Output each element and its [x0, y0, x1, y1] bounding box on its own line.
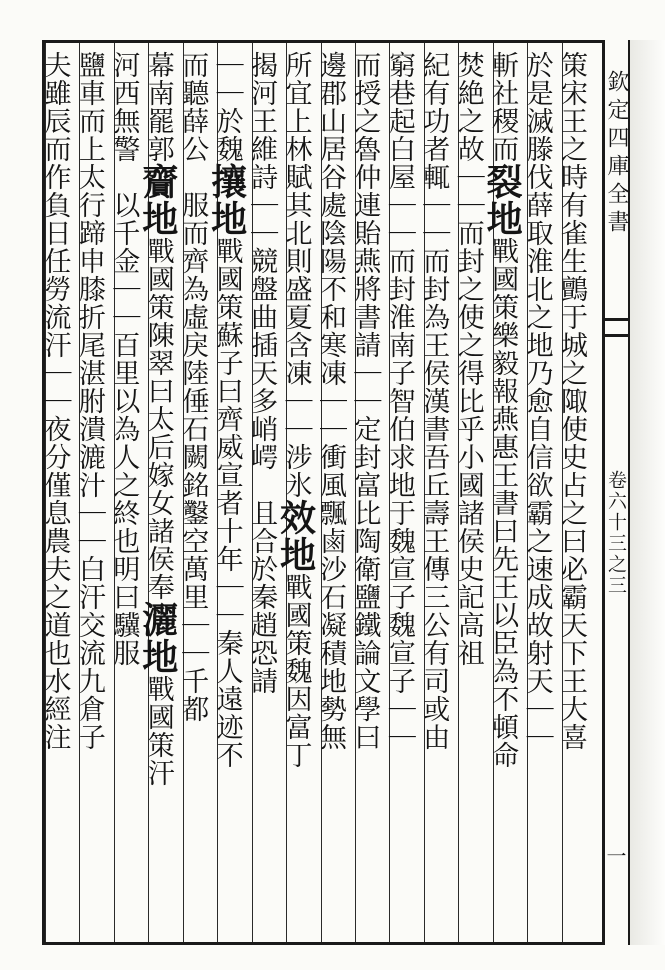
headword: 效地	[274, 499, 317, 573]
text-run: 策宋王之時有雀生鸇于城之陬使史占之曰必霸天下王大喜	[556, 51, 587, 751]
spine-divider	[602, 334, 630, 337]
column-text	[136, 43, 183, 941]
column-text	[481, 43, 528, 941]
text-run: 而授之魯仲連貽燕將書請｜｜定封富比陶衛鹽鐵論文學曰	[349, 51, 381, 751]
column-text	[521, 43, 562, 941]
headword: 灑地	[136, 601, 179, 675]
text-column	[383, 43, 423, 942]
column-text	[349, 43, 390, 941]
column-text	[177, 43, 218, 941]
column-text	[418, 43, 459, 941]
column-text	[39, 43, 80, 941]
text-column	[521, 43, 561, 942]
text-run: 戰國策樂毅報燕惠王書曰先王以臣為不頓命	[487, 237, 519, 769]
page-spine	[602, 40, 630, 945]
text-run: 揭河王維詩｜｜競盤曲插天多峭崿	[246, 51, 278, 471]
text-run: 服而齊為虛戾陸倕石闕銘鑿空萬里｜｜千都	[177, 191, 209, 723]
text-column	[452, 43, 492, 942]
headword: 齎地	[136, 163, 179, 237]
text-column	[177, 43, 217, 942]
text-column	[73, 43, 113, 942]
column-text	[556, 43, 597, 941]
text-column	[314, 43, 355, 942]
text-run: 戰國策陳翠曰太后嫁女諸侯奉	[142, 237, 174, 601]
text-run: 戰國策汗	[142, 675, 174, 787]
headword: 攘地	[205, 163, 248, 237]
headword: 裂地	[481, 163, 524, 237]
text-column	[418, 43, 458, 942]
text-run: 斬社稷而	[487, 51, 519, 163]
spine-divider	[602, 318, 630, 321]
text-column	[274, 43, 320, 942]
text-body	[39, 43, 596, 942]
text-column	[556, 43, 596, 942]
text-run: 幕南罷郭	[142, 51, 174, 163]
text-run: 所宜上林賦其北則盛夏含凍｜｜涉氷	[280, 51, 312, 499]
text-run: ｜｜於魏	[211, 51, 243, 163]
text-run: 於是滅滕伐薛取淮北之地乃愈自信欲霸之速成故射天｜｜	[521, 51, 553, 751]
column-text	[73, 43, 114, 941]
text-column	[39, 43, 79, 942]
text-run: 夫雖辰而作負日任勞流汗｜｜夜分僅息農夫之道也水經注	[39, 51, 71, 751]
text-column	[481, 43, 527, 942]
text-run: 河西無警	[108, 51, 140, 163]
text-run: 焚絶之故｜｜而封之使之得比乎小國諸侯史記高祖	[452, 51, 484, 667]
text-run: 鹽車而上太行蹄申膝折尾湛胕潰漉汁｜｜白汗交流九倉子	[73, 51, 105, 751]
column-text	[205, 43, 252, 941]
text-column	[108, 43, 148, 942]
spine-mark: 一	[606, 844, 627, 868]
chapter-label: 卷六十三之三	[605, 470, 627, 596]
text-column	[349, 43, 389, 942]
text-run: 窮巷起白屋｜｜而封淮南子智伯求地于魏宣子魏宣子｜｜	[383, 51, 415, 751]
column-text	[246, 43, 287, 941]
column-text	[274, 43, 321, 941]
page-edge	[630, 40, 665, 945]
text-run: 以千金｜｜百里以為人之終也明曰驥服	[108, 191, 140, 667]
column-text	[314, 43, 356, 941]
text-run: 紀有功者輒｜｜而封為王侯漢書吾丘壽王傳三公有司或由	[418, 51, 450, 751]
text-run: 邊郡山居谷處陰陽不和寒凍｜｜衝風飄鹵沙石凝積地勢無	[314, 51, 346, 751]
text-column	[136, 43, 182, 942]
book-title: 欽定四庫全書	[604, 70, 629, 238]
column-text	[383, 43, 424, 941]
text-run: 戰國策魏因富丁	[280, 573, 312, 769]
text-column	[205, 43, 251, 942]
text-column	[246, 43, 286, 942]
column-text	[452, 43, 493, 941]
text-run: 而聽薛公	[177, 51, 209, 163]
column-text	[108, 43, 149, 941]
text-run: 且合於秦趙恐請	[246, 499, 278, 695]
text-run: 戰國策蘇子曰齊威宣者十年｜｜秦人遠迹不	[211, 237, 243, 769]
